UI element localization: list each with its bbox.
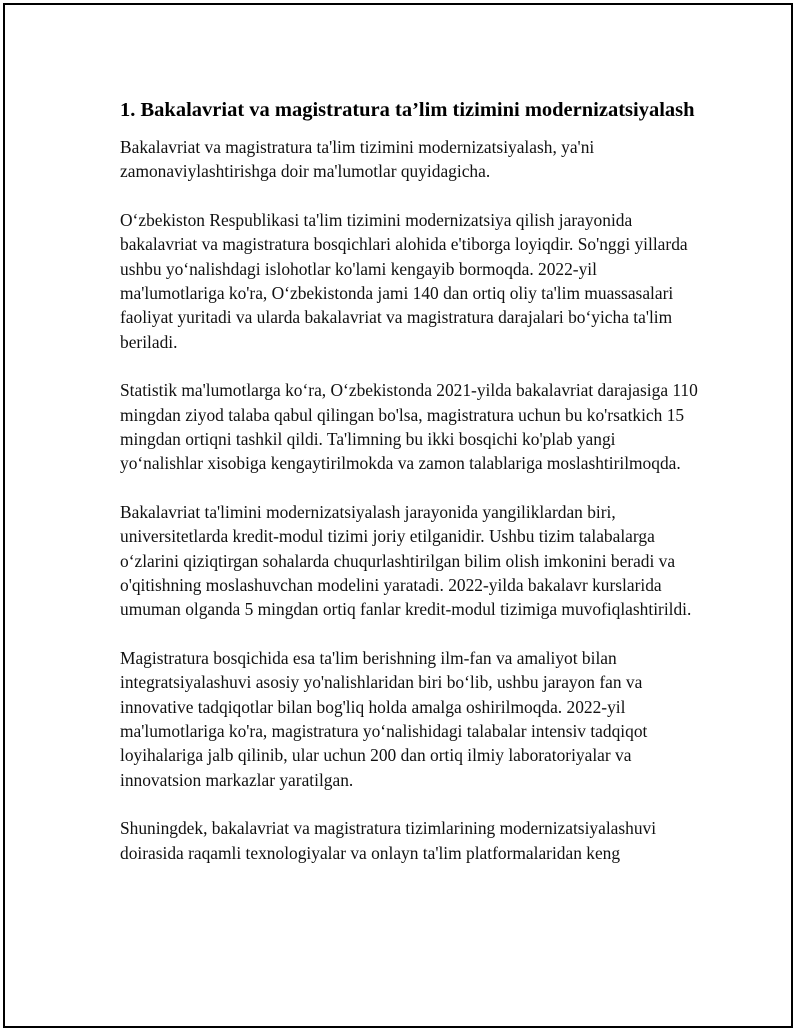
document-body	[120, 97, 700, 889]
document-page	[3, 3, 793, 1028]
paragraph-credit-module: Bakalavriat ta'limini modernizatsiyalash jarayonida yangiliklardan biri, universitetlarda kredit-modul tizimi joriy etilganidir. Ushbu tizim talabalarga o‘zlarini qiziqtirgan sohalarda chuqurlashtirilgan bilim olish imkonini beradi va o'qitishning moslashuvchan modelini yaratadi. 2022-yilda bakalavr kurslarida umuman olganda 5 mingdan ortiq fanlar kredit-modul tizimiga muvofiqlashtirildi.	[120, 502, 692, 620]
paragraph-intro: Bakalavriat va magistratura ta'lim tizimini modernizatsiyalash, ya'ni zamonaviylashtirishga doir ma'lumotlar quyidagicha.	[120, 137, 595, 182]
paragraph-statistics: Statistik ma'lumotlarga ko‘ra, O‘zbekistonda 2021-yilda bakalavriat darajasiga 110 mingdan ziyod talaba qabul qilingan bo'lsa, magistratura uchun bu ko'rsatkich 15 mingdan ortiqni tashkil qildi. Ta'limning bu ikki bosqichi ko'plab yangi yo‘nalishlar xisobiga kengaytirilmokda va zamon talablariga moslashtirilmoqda.	[120, 380, 698, 474]
paragraph-reform-overview: O‘zbekiston Respublikasi ta'lim tizimini modernizatsiya qilish jarayonida bakalavriat va magistratura bosqichlari alohida e'tiborga loyiqdir. So'nggi yillarda ushbu yo‘nalishdagi islohotlar ko'lami kengayib bormoqda. 2022-yil ma'lumotlariga ko'ra, O‘zbekistonda jami 140 dan ortiq oliy ta'lim muassasalari faoliyat yuritadi va ularda bakalavriat va magistratura darajalari bo‘yicha ta'lim beriladi.	[120, 210, 688, 352]
section-heading: 1. Bakalavriat va magistratura ta’lim tizimini modernizatsiyalash	[120, 99, 695, 121]
paragraph-digital-platforms: Shuningdek, bakalavriat va magistratura tizimlarining modernizatsiyalashuvi doirasida raqamli texnologiyalar va onlayn ta'lim platformalaridan keng	[120, 818, 657, 863]
paragraph-magistracy-research: Magistratura bosqichida esa ta'lim berishning ilm-fan va amaliyot bilan integratsiyalashuvi asosiy yo'nalishlaridan biri bo‘lib, ushbu jarayon fan va innovative tadqiqotlar bilan bog'liq holda amalga oshirilmoqda. 2022-yil ma'lumotlariga ko'ra, magistratura yo‘nalishidagi talabalar intensiv tadqiqot loyihalariga jalb qilinib, ular uchun 200 dan ortiq ilmiy laboratoriyalar va innovatsion markazlar yaratilgan.	[120, 648, 648, 790]
